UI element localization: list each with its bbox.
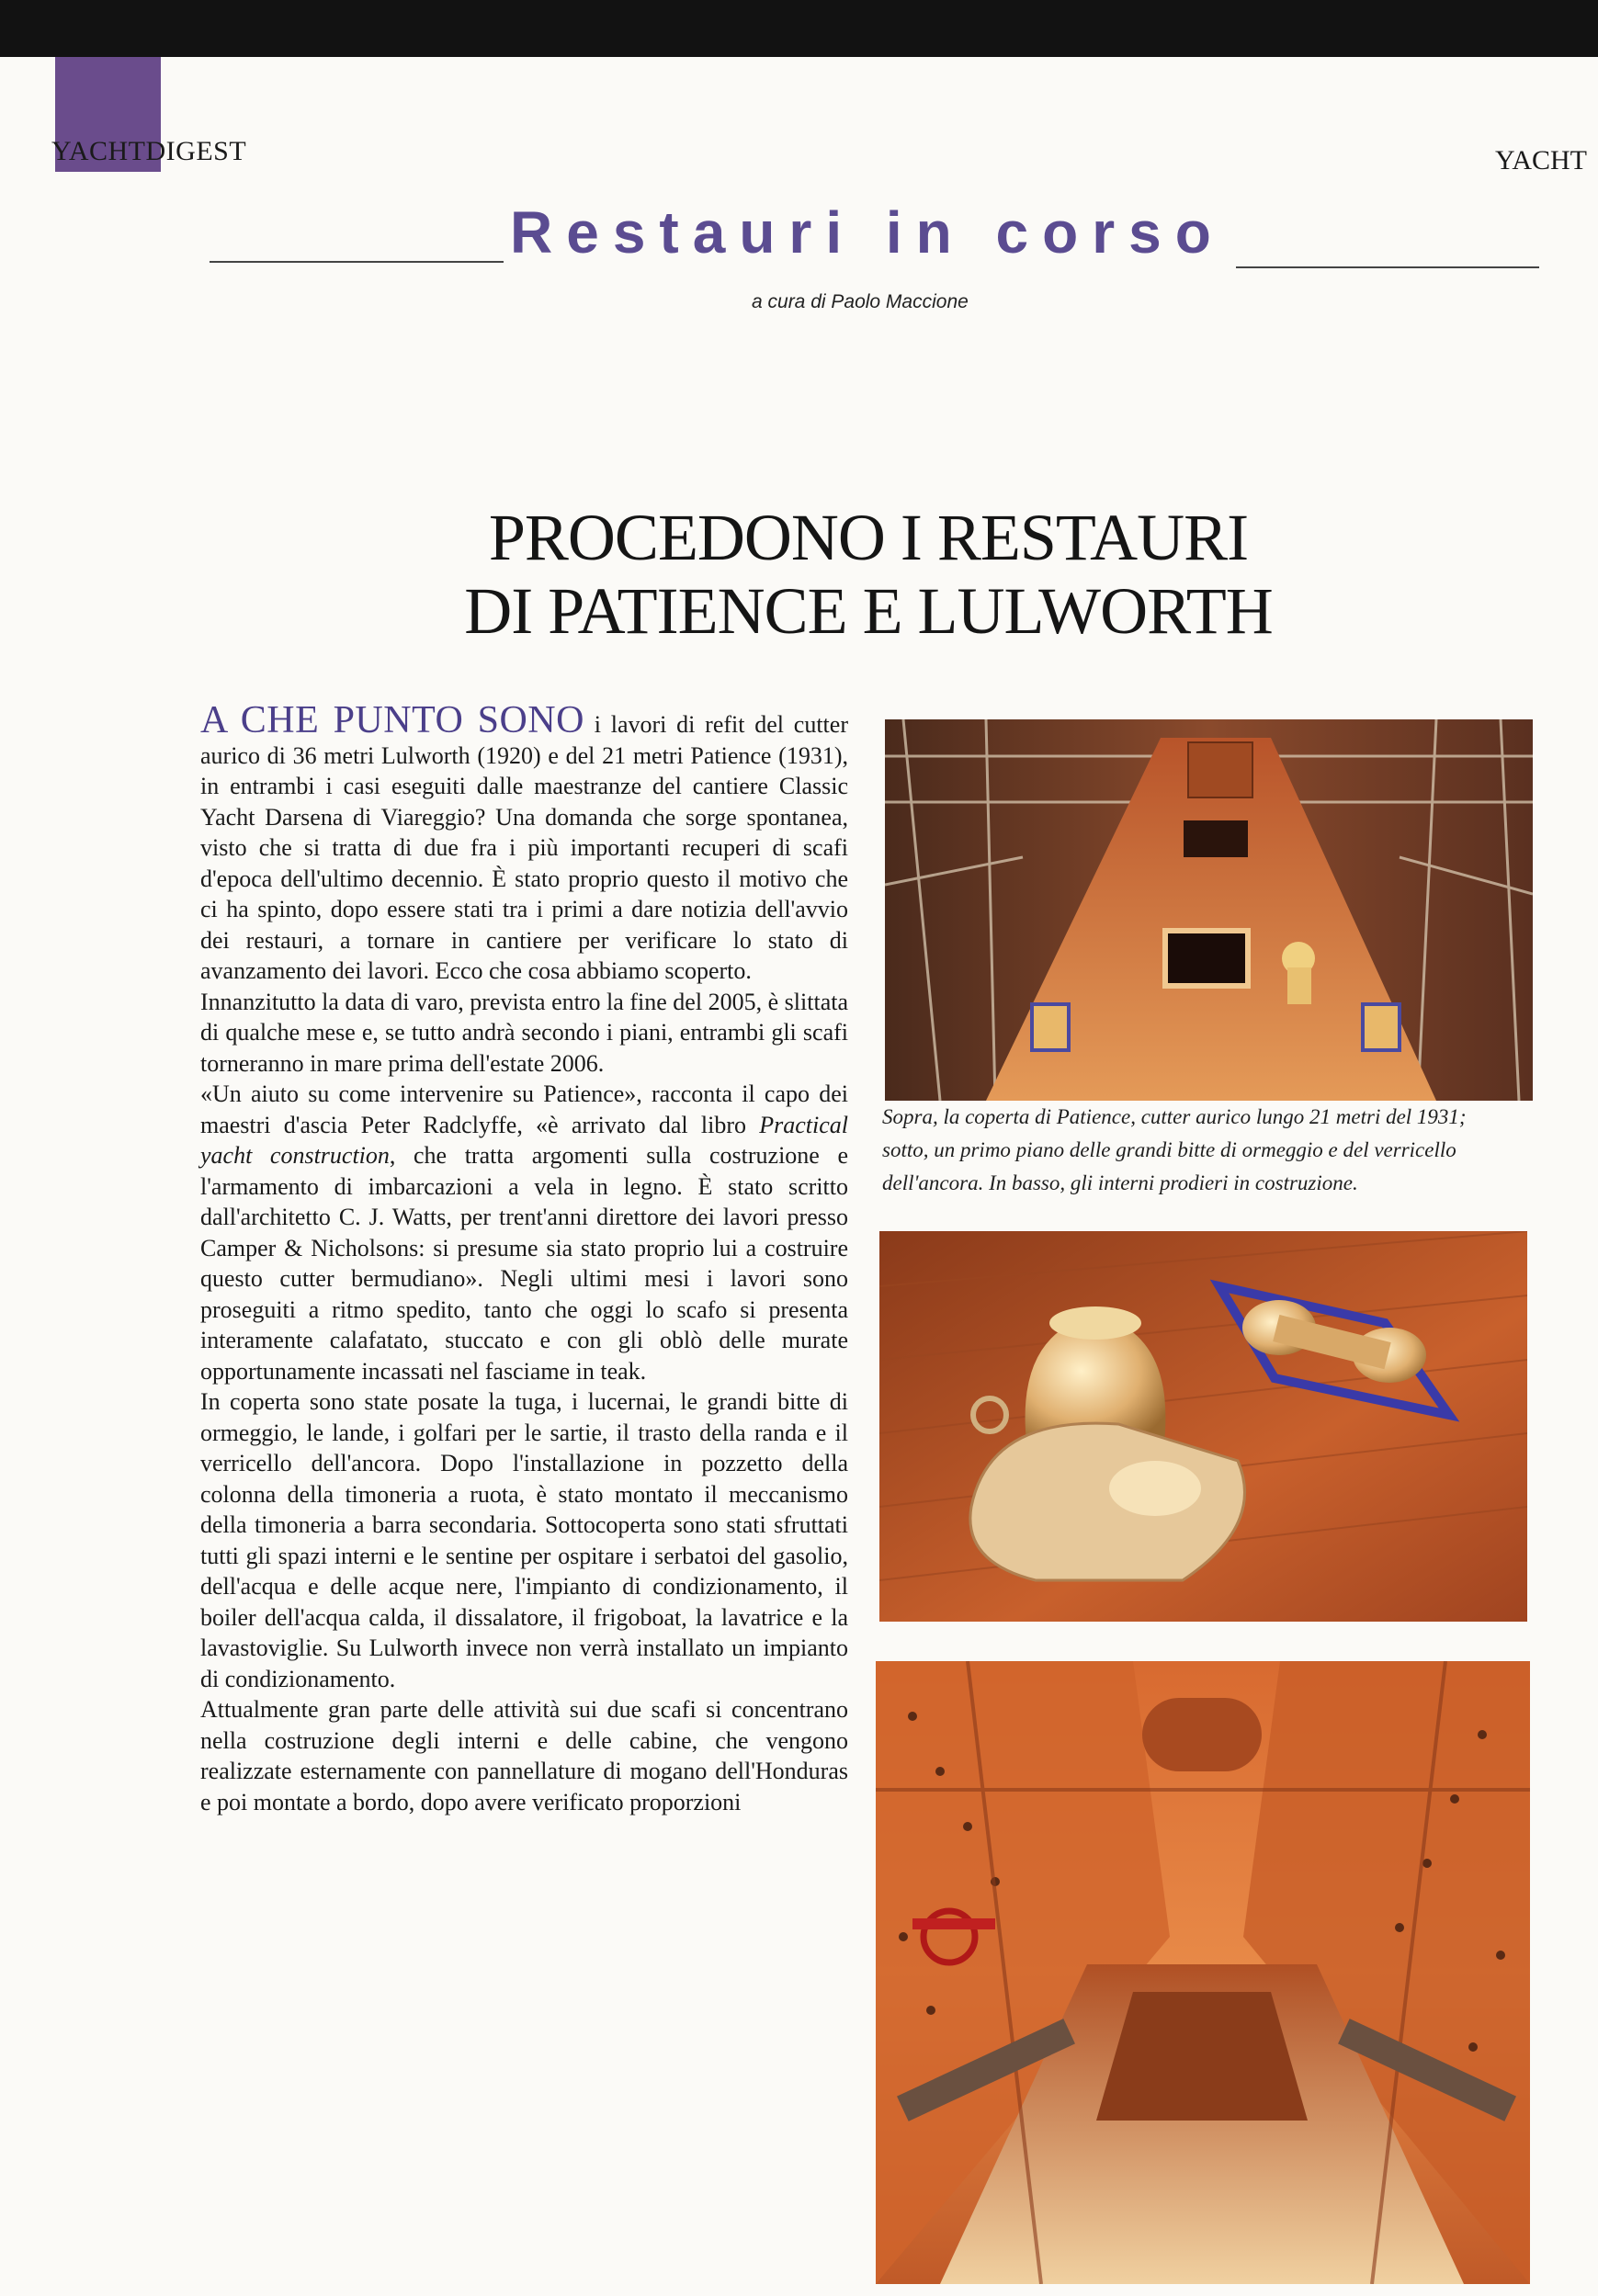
photo-deck: [885, 719, 1533, 1101]
title-rule-left: [210, 261, 504, 263]
headline: [386, 501, 1351, 648]
photo-windlass-image: [879, 1231, 1527, 1622]
paragraph-2: Innanzitutto la data di varo, prevista entro la fine del 2005, è slittata di qualche mese e, se tutto andrà secondo i piani, entrambi gli scafi torneranno in mare prima dell'estate 2006.: [200, 988, 848, 1077]
photo-windlass: [879, 1231, 1527, 1622]
photo-caption: Sopra, la coperta di Patience, cutter aurico lungo 21 metri del 1931; sotto, un primo piano delle grandi bitte di ormeggio e del verricello dell'ancora. In basso, gli interni prodieri in costruzione.: [882, 1105, 1467, 1194]
byline: a cura di Paolo Maccione: [752, 291, 969, 312]
headline-line-2: DI PATIENCE E LULWORTH: [464, 574, 1273, 648]
headline-line-1: PROCEDONO I RESTAURI: [488, 501, 1249, 574]
running-header: YACHT: [1494, 145, 1587, 175]
lede: A CHE PUNTO SONO: [200, 699, 584, 741]
paragraph-5: Attualmente gran parte delle attività sui due scafi si concentrano nella costruzione degli interni e delle cabine, che vengono realizzate esternamente con pannellature di mogano dell'Honduras e poi montate a bordo, dopo avere verificato proporzioni: [200, 1696, 848, 1815]
paragraph-1: [200, 699, 848, 987]
section-title: Restauri in corso: [510, 199, 1225, 266]
paragraph-3: [200, 1079, 848, 1386]
paragraph-4: In coperta sono state posate la tuga, i lucernai, le grandi bitte di ormeggio, le lande, i golfari per le sartie, il trasto della randa e il verricello dell'ancora. Dopo l'installazione in pozzetto della colonna della timoneria a ruota, è stato montato il meccanismo della timoneria a barra secondaria. Sottocoperta sono stati sfruttati tutti gli spazi interni e le sentine per ospitare i serbatoi del gasolio, dell'acqua e delle acque nere, l'impianto di condizionamento, il boiler dell'acqua calda, il dissalatore, il frigoboat, la lavatrice e la lavastoviglie. Su Lulworth invece non verrà installato un impianto di condizionamento.: [200, 1388, 848, 1692]
photo-interior: [876, 1661, 1530, 2284]
magazine-name: YACHTDIGEST: [51, 136, 247, 166]
header-bar: [0, 0, 1598, 57]
paragraph-1-text: i lavori di refit del cutter aurico di 36 metri Lulworth (1920) e del 21 metri Patience (1931), in entrambi i casi eseguiti dalle maestranze del cantiere Classic Yacht Darsena di Viareggio? Una domanda che sorge spontanea, visto che si tratta di due fra i più importanti recuperi di scafi d'epoca dell'ultimo decennio. È stato proprio questo il motivo che ci ha spinto, dopo essere stati tra i primi a dare notizia dell'avvio dei restauri, a tornare in cantiere per verificare lo stato di avanzamento dei lavori. Ecco che cosa abbiamo scoperto.: [200, 711, 848, 984]
paragraph-3-text-b: , che tratta argomenti sulla costruzione e l'armamento di imbarcazioni a vela in legno. È stato scritto dall'architetto C. J. Watts, per trent'anni direttore dei lavori presso Camper & Nicholsons: si presume sia stato proprio lui a costruire questo cutter bermudiano». Negli ultimi mesi i lavori sono proseguiti a ritmo spedito, tanto che oggi lo scafo si presenta interamente calafatato, stuccato e con gli oblò delle murate opportunamente incassati nel fasciame in teak.: [200, 1142, 848, 1385]
article-body: [200, 699, 848, 1817]
book-title: Practical yacht construction: [200, 1111, 848, 1169]
title-rule-right: [1236, 266, 1539, 268]
paragraph-3-text-a: «Un aiuto su come intervenire su Patience», racconta il capo dei maestri d'ascia Peter Radclyffe, «è arrivato dal libro: [200, 1080, 848, 1138]
photo-interior-image: [876, 1661, 1530, 2284]
photo-deck-image: [885, 719, 1533, 1101]
